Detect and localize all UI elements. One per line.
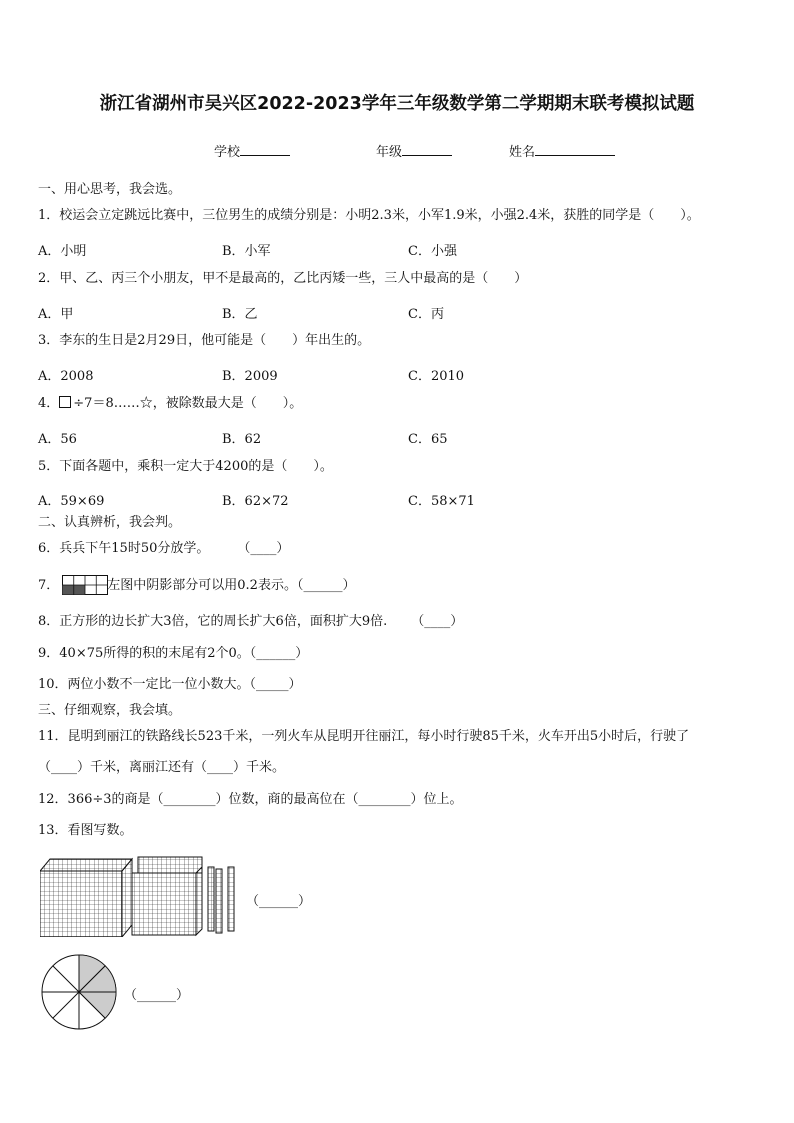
grade-field: 年级 <box>376 141 452 160</box>
shaded-grid-figure <box>62 575 108 595</box>
q13-answer-paren-2: （______） <box>124 988 190 1003</box>
question-3: 3．李东的生日是2月29日，他可能是（ ）年出生的。 <box>38 333 371 348</box>
q4-option-b: B．62 <box>222 432 262 447</box>
q13-answer-paren-1: （______） <box>246 894 312 909</box>
question-5: 5．下面各题中，乘积一定大于4200的是（ ）。 <box>38 459 333 474</box>
name-field: 姓名 <box>509 141 615 160</box>
q2-option-b: B．乙 <box>222 307 258 322</box>
question-12: 12．366÷3的商是（________）位数，商的最高位在（________）位上。 <box>38 792 463 807</box>
q8-answer-paren: （____） <box>411 614 464 629</box>
blank-box-icon <box>59 396 71 408</box>
base-ten-blocks-figure <box>40 855 240 937</box>
q4-option-c: C．65 <box>408 432 448 447</box>
q1-option-c: C．小强 <box>408 244 457 259</box>
q3-option-c: C．2010 <box>408 369 465 384</box>
circle-fraction-figure <box>40 953 118 1031</box>
question-8: 8．正方形的边长扩大3倍，它的周长扩大6倍，面积扩大9倍. （____） <box>38 614 464 629</box>
q6-answer-paren: （____） <box>237 541 290 556</box>
q2-option-c: C．丙 <box>408 307 444 322</box>
question-4: 4． ÷7＝8……☆，被除数最大是（ ）。 <box>38 396 303 411</box>
school-field: 学校 <box>214 141 290 160</box>
q5-option-c: C．58×71 <box>408 494 475 509</box>
question-13: 13．看图写数。 <box>38 823 133 838</box>
question-2: 2．甲、乙、丙三个小朋友，甲不是最高的，乙比丙矮一些，三人中最高的是（ ） <box>38 271 528 286</box>
q1-option-a: A．小明 <box>38 244 87 259</box>
q7-answer-paren: （______） <box>296 578 356 593</box>
section-3-heading: 三、仔细观察，我会填。 <box>38 703 182 718</box>
section-1-heading: 一、用心思考，我会选。 <box>38 182 182 197</box>
q1-option-b: B．小军 <box>222 244 271 259</box>
question-1: 1．校运会立定跳远比赛中，三位男生的成绩分别是：小明2.3米，小军1.9米，小强2.4米，获胜的同学是（ ）。 <box>38 208 700 223</box>
q9-answer-paren: （______） <box>249 646 309 661</box>
question-6: 6．兵兵下午15时50分放学。 （____） <box>38 541 290 556</box>
question-9: 9．40×75所得的积的末尾有2个0。（______） <box>38 646 309 661</box>
question-11-line-2: （____）千米，离丽江还有（____）千米。 <box>38 760 286 775</box>
q4-option-a: A．56 <box>38 432 77 447</box>
section-2-heading: 二、认真辨析，我会判。 <box>38 515 182 530</box>
q3-option-b: B．2009 <box>222 369 278 384</box>
q5-option-a: A．59×69 <box>38 494 105 509</box>
q3-option-a: A．2008 <box>38 369 94 384</box>
question-10: 10．两位小数不一定比一位小数大。（_____） <box>38 677 302 692</box>
question-7: 7． 左图中阴影部分可以用0.2表示。（______） <box>38 578 356 593</box>
q5-option-b: B．62×72 <box>222 494 289 509</box>
q2-option-a: A．甲 <box>38 307 74 322</box>
q10-answer-paren: （_____） <box>249 677 302 692</box>
page-title: 浙江省湖州市吴兴区2022-2023学年三年级数学第二学期期末联考模拟试题 <box>99 94 695 114</box>
question-11-line-1: 11．昆明到丽江的铁路线长523千米，一列火车从昆明开往丽江，每小时行驶85千米，火车开出5小时后，行驶了 <box>38 729 690 744</box>
